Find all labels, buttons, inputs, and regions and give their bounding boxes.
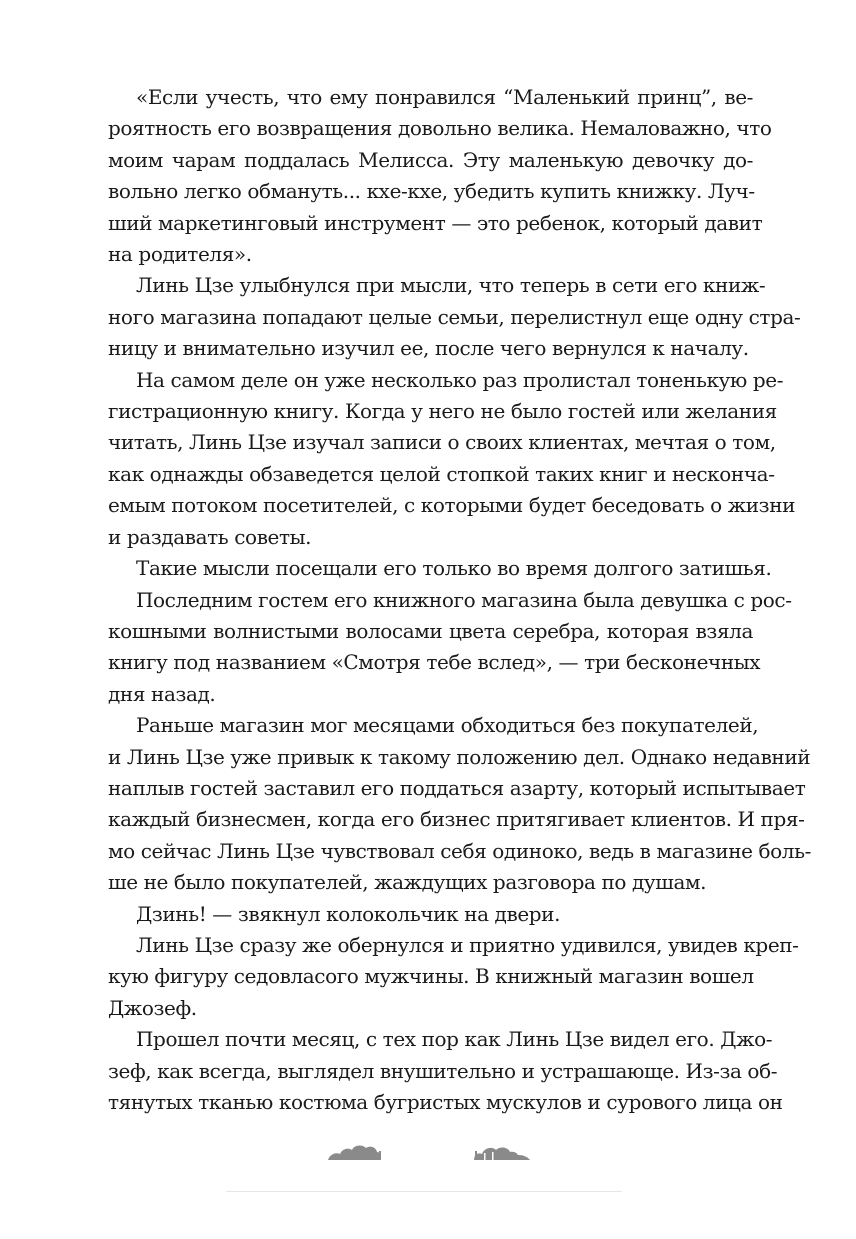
text-line: ше не было покупателей, жаждущих разговора по душам.	[108, 870, 707, 895]
text-line: На самом деле он уже несколько раз пролистал тоненькую ре-	[136, 367, 784, 392]
text-line: Такие мысли посещали его только во время долгого затишья.	[136, 556, 772, 581]
text-line: читать, Линь Цзе изучал записи о своих клиентах, мечтая о том,	[108, 430, 776, 455]
paragraph	[108, 365, 796, 553]
text-line: кую фигуру седовласого мужчины. В книжный магазин вошел	[108, 964, 754, 989]
text-line: ницу и внимательно изучил ее, после чего вернулся к началу.	[108, 336, 749, 361]
cloud-ornament-icon	[326, 1140, 532, 1162]
text-line: гистрационную книгу. Когда у него не было гостей или желания	[108, 399, 777, 424]
text-line: Дзинь! — звякнул колокольчик на двери.	[136, 901, 561, 926]
text-line: Линь Цзе сразу же обернулся и приятно удивился, увидев креп-	[136, 932, 799, 957]
text-line: на родителя».	[108, 242, 252, 267]
paragraph	[108, 270, 801, 364]
body-text	[108, 82, 811, 1118]
text-line: как однажды обзаведется целой стопкой таких книг и несконча-	[108, 461, 775, 486]
text-line: роятность его возвращения довольно велика. Немаловажно, что	[108, 116, 772, 141]
text-line: моим чарам поддалась Мелисса. Эту маленькую девочку до-	[108, 147, 753, 172]
text-line: наплыв гостей заставил его поддаться азарту, который испытывает	[108, 775, 806, 800]
paragraph	[108, 553, 772, 584]
text-line: зеф, как всегда, выглядел внушительно и устрашающе. Из-за об-	[108, 1058, 778, 1083]
text-line: и Линь Цзе уже привык к такому положению дел. Однако недавний	[108, 744, 811, 769]
text-line: мо сейчас Линь Цзе чувствовал себя одиноко, ведь в магазине боль-	[108, 838, 811, 863]
footer-divider	[226, 1191, 622, 1192]
text-line: Линь Цзе улыбнулся при мысли, что теперь в сети его книж-	[136, 273, 766, 298]
text-line: ного магазина попадают целые семьи, перелистнул еще одну стра-	[108, 304, 801, 329]
paragraph	[108, 930, 799, 1024]
text-line: вольно легко обмануть... кхе-кхе, убедить купить книжку. Луч-	[108, 179, 755, 204]
paragraph	[108, 899, 753, 930]
text-line: Раньше магазин мог месяцами обходиться без покупателей,	[136, 713, 759, 738]
text-line: «Если учесть, что ему понравился “Маленький принц”, ве-	[136, 85, 753, 109]
text-line: Прошел почти месяц, с тех пор как Линь Цзе видел его. Джо-	[136, 1027, 773, 1052]
text-line: кошными волнистыми волосами цвета серебра, которая взяла	[108, 618, 753, 643]
text-line: Последним гостем его книжного магазина была девушка с рос-	[136, 587, 792, 612]
paragraph	[108, 82, 772, 270]
paragraph	[108, 1024, 783, 1118]
text-line: Джозеф.	[108, 995, 197, 1020]
paragraph	[108, 585, 792, 711]
text-line: дня назад.	[108, 681, 216, 706]
text-line: книгу под названием «Смотря тебе вслед», — три бесконечных	[108, 650, 761, 675]
text-line: и раздавать советы.	[108, 524, 312, 549]
text-line: ший маркетинговый инструмент — это ребенок, который давит	[108, 210, 763, 235]
text-line: емым потоком посетителей, с которыми будет беседовать о жизни	[108, 493, 796, 518]
paragraph	[108, 710, 811, 898]
text-line: каждый бизнесмен, когда его бизнес притягивает клиентов. И пря-	[108, 807, 805, 832]
text-line: тянутых тканью костюма бугристых мускулов и сурового лица он	[108, 1090, 783, 1114]
